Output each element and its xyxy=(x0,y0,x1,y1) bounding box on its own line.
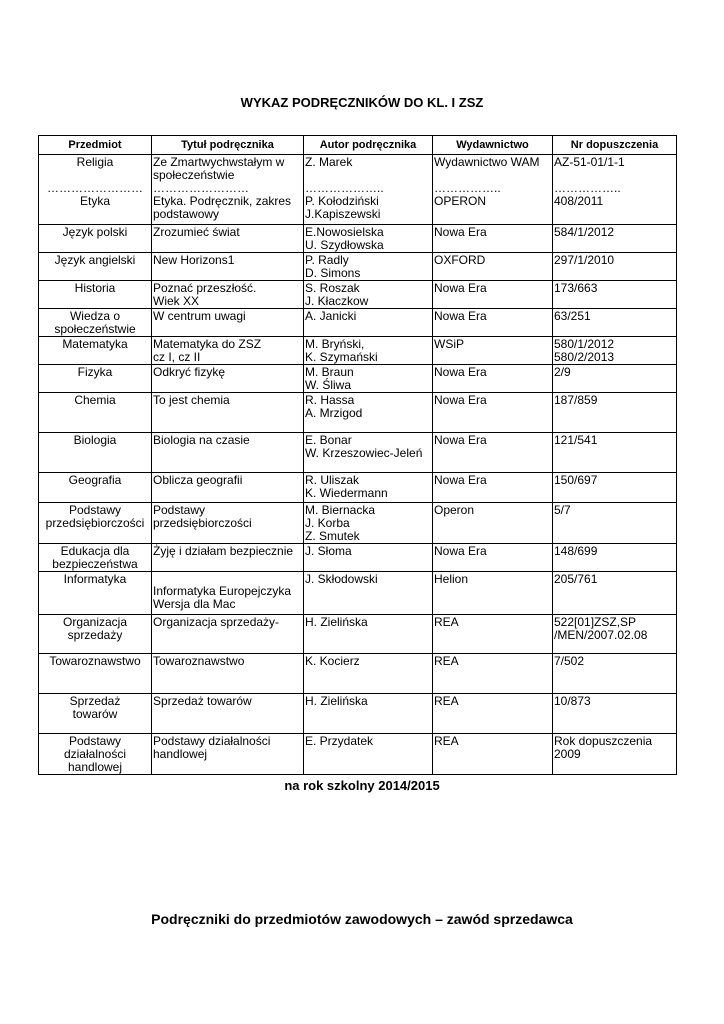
cell-title xyxy=(152,253,304,281)
author-line: H. Zielińska xyxy=(305,615,368,629)
cell-subject xyxy=(39,433,152,473)
subject-line: Podstawy xyxy=(68,734,122,748)
title-line: Wiek XX xyxy=(153,294,200,308)
cell-number xyxy=(553,694,677,734)
vocational-heading: Podręczniki do przedmiotów zawodowych – zawód sprzedawca xyxy=(151,911,573,927)
title-line: Sprzedaż towarów xyxy=(153,694,252,708)
header-number: Nr dopuszczenia xyxy=(553,136,677,155)
cell-subject xyxy=(39,225,152,253)
cell-title xyxy=(152,309,304,337)
subject-line: Sprzedaż xyxy=(69,694,121,708)
header-title: Tytuł podręcznika xyxy=(152,136,304,155)
author-line: M. Braun xyxy=(305,365,354,379)
table-row xyxy=(39,734,677,775)
cell-subject xyxy=(39,155,152,225)
author-line: U. Szydłowska xyxy=(305,238,384,252)
table-row xyxy=(39,253,677,281)
document-title: WYKAZ PODRĘCZNIKÓW DO KL. I ZSZ xyxy=(240,95,484,110)
cell-subject xyxy=(39,503,152,544)
title-line: Towaroznawstwo xyxy=(153,654,245,668)
author-line: H. Zielińska xyxy=(305,694,368,708)
cell-author xyxy=(304,393,433,433)
cell-title xyxy=(152,503,304,544)
cell-publisher xyxy=(433,503,553,544)
table-row xyxy=(39,337,677,365)
cell-number xyxy=(553,337,677,365)
cell-subject xyxy=(39,654,152,694)
subject-line: Język angielski xyxy=(54,253,136,267)
cell-title xyxy=(152,393,304,433)
cell-subject xyxy=(39,572,152,615)
cell-title xyxy=(152,155,304,225)
subject-line: Biologia xyxy=(73,433,117,447)
author-line: Z. Smutek xyxy=(305,529,360,543)
cell-subject xyxy=(39,337,152,365)
subject-line: przedsiębiorczości xyxy=(45,516,145,530)
title-line: …………………… xyxy=(153,181,249,195)
number-line: 580/1/2012 xyxy=(554,337,615,351)
title-line: Ze Zmartwychwstałym w xyxy=(153,155,285,169)
table-row xyxy=(39,572,677,615)
author-line: J. Skłodowski xyxy=(305,572,378,586)
cell-publisher xyxy=(433,615,553,654)
table-row xyxy=(39,503,677,544)
cell-title xyxy=(152,281,304,309)
subject-line: Etyka xyxy=(79,194,110,208)
cell-title xyxy=(152,433,304,473)
publisher-line: Nowa Era xyxy=(434,281,487,295)
title-line: handlowej xyxy=(153,747,208,761)
cell-author xyxy=(304,473,433,503)
author-line: J. Korba xyxy=(305,516,350,530)
subject-line: społeczeństwie xyxy=(54,322,136,336)
school-year: na rok szkolny 2014/2015 xyxy=(284,778,440,793)
number-line: 2009 xyxy=(554,747,581,761)
cell-title xyxy=(152,654,304,694)
subject-line: handlowej xyxy=(67,760,123,774)
author-line: R. Hassa xyxy=(305,393,355,407)
subject-line: Fizyka xyxy=(77,365,113,379)
title-line: To jest chemia xyxy=(153,393,230,407)
author-line: E. Bonar xyxy=(305,433,352,447)
cell-publisher xyxy=(433,155,553,225)
table-row xyxy=(39,473,677,503)
header-subject: Przedmiot xyxy=(39,136,152,155)
cell-title xyxy=(152,225,304,253)
cell-subject xyxy=(39,365,152,393)
publisher-line: Helion xyxy=(434,572,469,586)
cell-publisher xyxy=(433,734,553,775)
cell-number xyxy=(553,734,677,775)
cell-publisher xyxy=(433,225,553,253)
table-row xyxy=(39,694,677,734)
title-line: Podstawy xyxy=(153,503,206,517)
cell-author xyxy=(304,503,433,544)
cell-publisher xyxy=(433,337,553,365)
cell-number xyxy=(553,225,677,253)
number-line: 2/9 xyxy=(554,365,571,379)
title-line: Wersja dla Mac xyxy=(153,597,236,611)
cell-publisher xyxy=(433,473,553,503)
cell-subject xyxy=(39,281,152,309)
cell-author xyxy=(304,572,433,615)
cell-number xyxy=(553,281,677,309)
publisher-line: OPERON xyxy=(434,194,487,208)
cell-title xyxy=(152,337,304,365)
cell-number xyxy=(553,572,677,615)
author-line: J. Słoma xyxy=(305,544,352,558)
number-line: 580/2/2013 xyxy=(554,350,615,364)
number-line: /MEN/2007.02.08 xyxy=(554,628,648,642)
number-line: 148/699 xyxy=(554,544,598,558)
number-line: 584/1/2012 xyxy=(554,225,615,239)
cell-author xyxy=(304,281,433,309)
cell-number xyxy=(553,654,677,694)
author-line: P. Kołodziński xyxy=(305,194,379,208)
cell-publisher xyxy=(433,572,553,615)
number-line: 522[01]ZSZ,SP xyxy=(554,615,637,629)
cell-number xyxy=(553,309,677,337)
cell-title xyxy=(152,473,304,503)
number-line: 150/697 xyxy=(554,473,598,487)
publisher-line: Nowa Era xyxy=(434,225,487,239)
cell-number xyxy=(553,473,677,503)
cell-author xyxy=(304,544,433,572)
publisher-line: Nowa Era xyxy=(434,309,487,323)
textbook-table xyxy=(38,135,677,775)
subject-line: Religia xyxy=(76,155,114,169)
title-line: przedsiębiorczości xyxy=(153,516,252,530)
title-line: podstawowy xyxy=(153,207,220,221)
number-line: …………….. xyxy=(554,181,621,195)
number-line: 205/761 xyxy=(554,572,598,586)
author-line: R. Uliszak xyxy=(305,473,360,487)
number-line: 408/2011 xyxy=(554,194,604,208)
title-line: Zrozumieć świat xyxy=(153,225,240,239)
author-line: A. Mrzigod xyxy=(305,406,363,420)
cell-subject xyxy=(39,544,152,572)
subject-line: Historia xyxy=(74,281,116,295)
cell-subject xyxy=(39,615,152,654)
publisher-line: REA xyxy=(434,694,459,708)
cell-author xyxy=(304,309,433,337)
title-line: W centrum uwagi xyxy=(153,309,246,323)
author-line: D. Simons xyxy=(305,266,361,280)
number-line: 10/873 xyxy=(554,694,591,708)
subject-line: sprzedaży xyxy=(67,628,123,642)
number-line: 63/251 xyxy=(554,309,591,323)
cell-author xyxy=(304,365,433,393)
subject-line: Informatyka xyxy=(63,572,127,586)
publisher-line: Wydawnictwo WAM xyxy=(434,155,540,169)
author-line: P. Radly xyxy=(305,253,349,267)
author-line: E. Przydatek xyxy=(305,734,374,748)
author-line: K. Kocierz xyxy=(305,654,360,668)
table-row xyxy=(39,544,677,572)
number-line: Rok dopuszczenia xyxy=(554,734,653,748)
author-line: M. Bryński, xyxy=(305,337,365,351)
table-row xyxy=(39,281,677,309)
publisher-line: WSiP xyxy=(434,337,464,351)
number-line: AZ-51-01/1-1 xyxy=(554,155,625,169)
cell-number xyxy=(553,615,677,654)
publisher-line: REA xyxy=(434,734,459,748)
publisher-line: Nowa Era xyxy=(434,473,487,487)
cell-subject xyxy=(39,393,152,433)
cell-title xyxy=(152,615,304,654)
title-line: New Horizons1 xyxy=(153,253,235,267)
cell-publisher xyxy=(433,694,553,734)
cell-publisher xyxy=(433,433,553,473)
table-row xyxy=(39,654,677,694)
number-line: 121/541 xyxy=(554,433,598,447)
cell-author xyxy=(304,694,433,734)
title-line: Oblicza geografii xyxy=(153,473,243,487)
author-line: ……………….. xyxy=(305,181,384,195)
cell-subject xyxy=(39,473,152,503)
subject-line: Towaroznawstwo xyxy=(49,654,141,668)
publisher-line: Nowa Era xyxy=(434,365,487,379)
table-row xyxy=(39,365,677,393)
publisher-line: Operon xyxy=(434,503,475,517)
subject-line: Organizacja xyxy=(62,615,128,629)
table-row xyxy=(39,393,677,433)
subject-line: Wiedza o xyxy=(69,309,121,323)
number-line: 5/7 xyxy=(554,503,571,517)
subject-line: …………………… xyxy=(47,181,143,195)
title-line: Biologia na czasie xyxy=(153,433,250,447)
cell-title xyxy=(152,544,304,572)
cell-publisher xyxy=(433,309,553,337)
publisher-line: Nowa Era xyxy=(434,393,487,407)
cell-subject xyxy=(39,309,152,337)
cell-publisher xyxy=(433,281,553,309)
cell-title xyxy=(152,572,304,615)
table-row xyxy=(39,433,677,473)
author-line: Z. Marek xyxy=(305,155,353,169)
number-line: 187/859 xyxy=(554,393,598,407)
author-line: K. Wiedermann xyxy=(305,486,388,500)
title-line: Matematyka do ZSZ xyxy=(153,337,262,351)
cell-number xyxy=(553,155,677,225)
title-line: Podstawy działalności xyxy=(153,734,271,748)
author-line: W. Krzeszowiec-Jeleń xyxy=(305,446,423,460)
number-line: 297/1/2010 xyxy=(554,253,615,267)
author-line: A. Janicki xyxy=(305,309,357,323)
title-line: Informatyka Europejczyka xyxy=(153,584,292,598)
author-line: W. Śliwa xyxy=(305,378,352,392)
cell-publisher xyxy=(433,253,553,281)
subject-line: Chemia xyxy=(74,393,116,407)
table-row xyxy=(39,155,677,225)
cell-title xyxy=(152,365,304,393)
cell-subject xyxy=(39,734,152,775)
cell-author xyxy=(304,654,433,694)
cell-title xyxy=(152,734,304,775)
author-line: K. Szymański xyxy=(305,350,378,364)
cell-number xyxy=(553,544,677,572)
cell-author xyxy=(304,615,433,654)
author-line: S. Roszak xyxy=(305,281,360,295)
cell-subject xyxy=(39,253,152,281)
cell-author xyxy=(304,337,433,365)
cell-number xyxy=(553,393,677,433)
cell-author xyxy=(304,155,433,225)
subject-line: bezpieczeństwa xyxy=(52,557,138,571)
title-line: cz I, cz II xyxy=(153,350,201,364)
publisher-line: OXFORD xyxy=(434,253,486,267)
subject-line: działalności xyxy=(63,747,127,761)
table-header-row xyxy=(39,136,677,155)
subject-line: towarów xyxy=(72,707,118,721)
publisher-line: …………….. xyxy=(434,181,501,195)
header-author: Autor podręcznika xyxy=(304,136,433,155)
table-row xyxy=(39,615,677,654)
subject-line: Geografia xyxy=(68,473,122,487)
table-row xyxy=(39,225,677,253)
cell-author xyxy=(304,433,433,473)
cell-publisher xyxy=(433,654,553,694)
number-line: 173/663 xyxy=(554,281,598,295)
cell-publisher xyxy=(433,393,553,433)
publisher-line: REA xyxy=(434,615,459,629)
publisher-line: Nowa Era xyxy=(434,544,487,558)
title-line: Etyka. Podręcznik, zakres xyxy=(153,194,292,208)
subject-line: Matematyka xyxy=(62,337,128,351)
title-line: Poznać przeszłość. xyxy=(153,281,257,295)
title-line: społeczeństwie xyxy=(153,168,235,182)
number-line: 7/502 xyxy=(554,654,585,668)
author-line: J.Kapiszewski xyxy=(305,207,381,221)
cell-number xyxy=(553,433,677,473)
author-line: M. Biernacka xyxy=(305,503,376,517)
cell-number xyxy=(553,365,677,393)
cell-number xyxy=(553,253,677,281)
cell-author xyxy=(304,225,433,253)
title-line: Odkryć fizykę xyxy=(153,365,226,379)
author-line: E.Nowosielska xyxy=(305,225,384,239)
publisher-line: REA xyxy=(434,654,459,668)
subject-line: Podstawy xyxy=(68,503,122,517)
author-line: J. Kłaczkow xyxy=(305,294,369,308)
cell-title xyxy=(152,694,304,734)
cell-number xyxy=(553,503,677,544)
cell-publisher xyxy=(433,544,553,572)
header-publisher: Wydawnictwo xyxy=(433,136,553,155)
table-row xyxy=(39,309,677,337)
subject-line: Język polski xyxy=(62,225,128,239)
cell-author xyxy=(304,253,433,281)
title-line: Żyję i działam bezpiecznie xyxy=(153,544,294,558)
subject-line: Edukacja dla xyxy=(60,544,130,558)
cell-subject xyxy=(39,694,152,734)
title-line: Organizacja sprzedaży- xyxy=(153,615,280,629)
cell-author xyxy=(304,734,433,775)
cell-publisher xyxy=(433,365,553,393)
publisher-line: Nowa Era xyxy=(434,433,487,447)
